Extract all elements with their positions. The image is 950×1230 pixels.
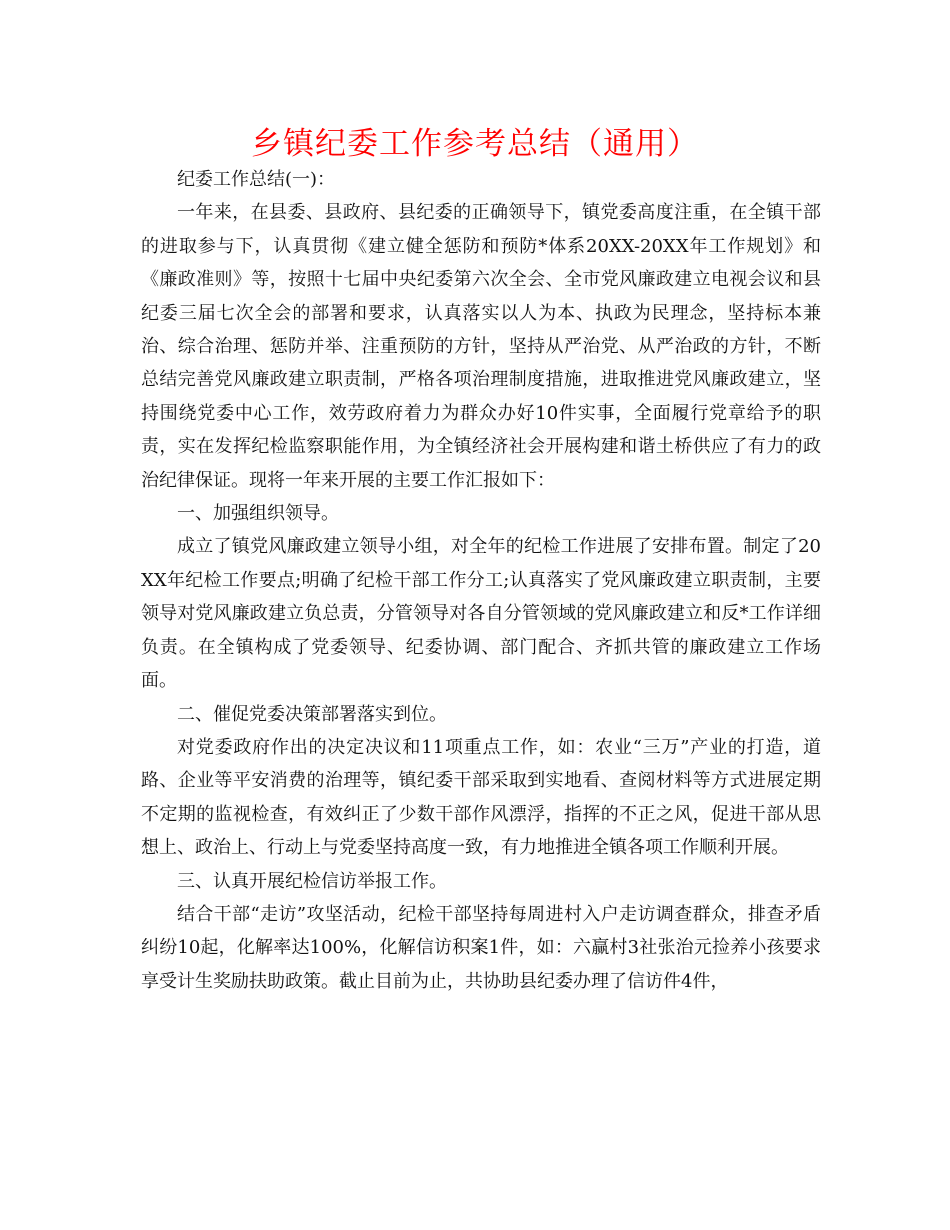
paragraph-heading-3: 三、认真开展纪检信访举报工作。 [177,870,447,892]
paragraph-body-2: 对党委政府作出的决定决议和11项重点工作，如：农业“三万”产业的打造，道路、企业等平安消费的治理等，镇纪委干部采取到实地看、查阅材料等方式进展定期不定期的监视检查，有效纠正了少数干部作风漂浮，指挥的不正之风，促进干部从思想上、政治上、行动上与党委坚持高度一致，有力地推进全镇各项工作顺利开展。 [141,736,821,859]
paragraph-body-1: 成立了镇党风廉政建立领导小组，对全年的纪检工作进展了安排布置。制定了20XX年纪检工作要点;明确了纪检干部工作分工;认真落实了党风廉政建立职责制，主要领导对党风廉政建立负总责，分管领导对各自分管领域的党风廉政建立和反*工作详细负责。在全镇构成了党委领导、纪委协调、部门配合、齐抓共管的廉政建立工作场面。 [141,536,821,692]
paragraph-body-3: 结合干部“走访”攻坚活动，纪检干部坚持每周进村入户走访调查群众，排查矛盾纠纷10起，化解率达100%，化解信访积案1件，如：六赢村3社张治元捡养小孩要求享受计生奖励扶助政策。截止目前为止，共协助县纪委办理了信访件4件， [141,903,821,992]
paragraph-heading-1: 一、加强组织领导。 [177,503,339,525]
document-body [141,163,821,998]
paragraph-section-heading: 纪委工作总结(一)： [177,169,336,190]
paragraph-heading-2: 二、催促党委决策部署落实到位。 [177,703,447,725]
document-title: 乡镇纪委工作参考总结（通用） [251,126,699,162]
paragraph-intro: 一年来，在县委、县政府、县纪委的正确领导下，镇党委高度注重，在全镇干部的进取参与下，认真贯彻《建立健全惩防和预防*体系20XX-20XX年工作规划》和《廉政准则》等，按照十七届中央纪委第六次全会、全市党风廉政建立电视会议和县纪委三届七次全会的部署和要求，认真落实以人为本、执政为民理念，坚持标本兼治、综合治理、惩防并举、注重预防的方针，坚持从严治党、从严治政的方针，不断总结完善党风廉政建立职责制，严格各项治理制度措施，进取推进党风廉政建立，坚持围绕党委中心工作，效劳政府着力为群众办好10件实事，全面履行党章给予的职责，实在发挥纪检监察职能作用，为全镇经济社会开展构建和谐土桥供应了有力的政治纪律保证。现将一年来开展的主要工作汇报如下： [141,202,821,491]
